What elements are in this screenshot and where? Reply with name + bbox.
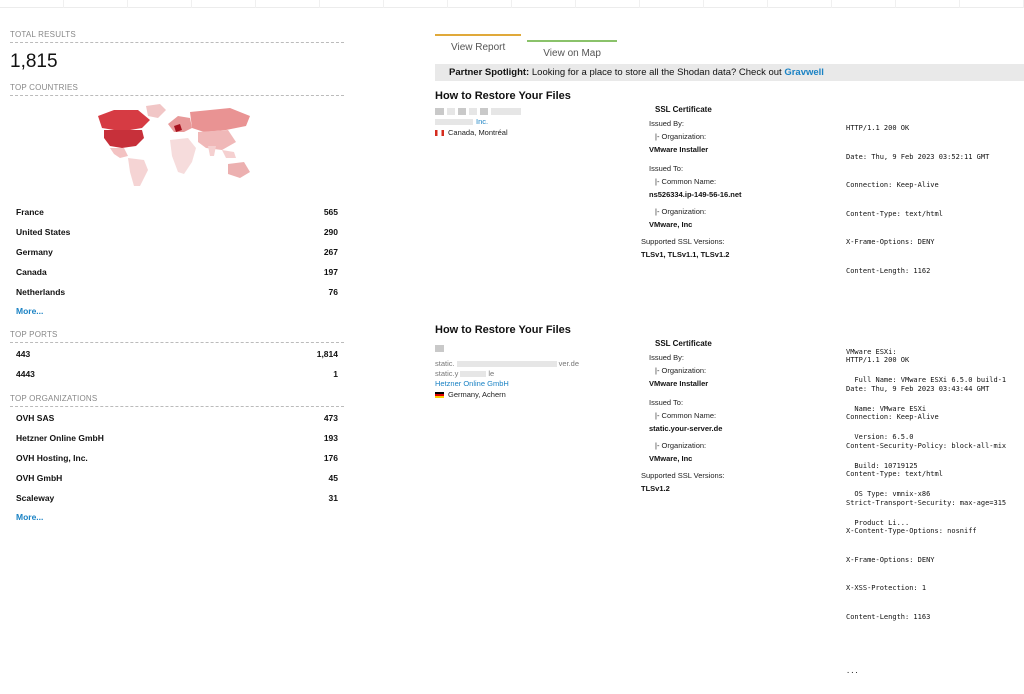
org-facet-hetzner[interactable] bbox=[10, 428, 344, 448]
banner-line: Content-Length: 1162 bbox=[846, 266, 931, 275]
countries-more-link[interactable]: More... bbox=[16, 306, 44, 316]
banner-line bbox=[846, 639, 1024, 649]
top-organizations-label: TOP ORGANIZATIONS bbox=[10, 394, 344, 407]
partner-spotlight-banner bbox=[435, 64, 1024, 81]
org-facet-ovh-sas[interactable] bbox=[10, 408, 344, 428]
result-title[interactable]: How to Restore Your Files bbox=[435, 324, 571, 336]
ssl-certificate-block bbox=[641, 104, 811, 260]
ssl-heading: SSL Certificate bbox=[655, 339, 712, 348]
facet-count: 45 bbox=[328, 473, 338, 483]
top-toolbar-strip bbox=[0, 0, 1024, 8]
banner-line: HTTP/1.1 200 OK bbox=[846, 356, 910, 364]
top-organizations-list bbox=[10, 408, 344, 526]
facet-name: Netherlands bbox=[16, 287, 66, 297]
issued-by-label: Issued By: bbox=[649, 119, 685, 128]
org-facet-scaleway[interactable] bbox=[10, 488, 344, 508]
canada-flag-icon bbox=[435, 130, 444, 136]
issued-to-label: Issued To: bbox=[649, 398, 684, 407]
banner-line: Product Li... bbox=[846, 518, 910, 527]
facet-count: 1,814 bbox=[316, 349, 338, 359]
facet-name: Canada bbox=[16, 267, 47, 277]
banner-line: Date: Thu, 9 Feb 2023 03:43:44 GMT bbox=[846, 384, 990, 393]
country-facet-germany[interactable] bbox=[10, 242, 344, 262]
banner-line: X-Content-Type-Options: nosniff bbox=[846, 527, 977, 535]
ssl-versions-label: Supported SSL Versions: bbox=[641, 471, 725, 480]
issuer-org-value: VMware Installer bbox=[649, 145, 709, 154]
banner-line bbox=[846, 293, 1024, 306]
banner-line: VMware ESXi: bbox=[846, 347, 897, 356]
issuer-org-label: |- Organization: bbox=[655, 366, 707, 375]
location-text: Canada, Montréal bbox=[448, 128, 508, 137]
issuer-org-value: VMware Installer bbox=[649, 379, 709, 388]
subject-org-label: |- Organization: bbox=[655, 207, 707, 216]
facet-name: OVH SAS bbox=[16, 413, 55, 423]
facet-name: OVH GmbH bbox=[16, 473, 63, 483]
common-name-value: static.your-server.de bbox=[649, 424, 723, 433]
top-countries-list bbox=[10, 202, 344, 320]
germany-flag-icon bbox=[435, 392, 444, 398]
banner-line: Name: VMware ESXi bbox=[846, 404, 927, 413]
search-result bbox=[435, 324, 1024, 675]
world-map[interactable] bbox=[10, 102, 344, 188]
result-org-link[interactable]: Hetzner Online GmbH bbox=[435, 379, 509, 388]
ssl-certificate-block bbox=[641, 338, 811, 494]
port-facet-443[interactable] bbox=[10, 344, 344, 364]
org-facet-ovh-gmbh[interactable] bbox=[10, 468, 344, 488]
location-text: Germany, Achern bbox=[448, 390, 506, 399]
subject-org-label: |- Organization: bbox=[655, 441, 707, 450]
facet-name: Hetzner Online GmbH bbox=[16, 433, 104, 443]
facet-name: Scaleway bbox=[16, 493, 55, 503]
banner-line: Content-Security-Policy: block-all-mix bbox=[846, 441, 1007, 450]
facet-name: OVH Hosting, Inc. bbox=[16, 453, 88, 463]
facet-count: 76 bbox=[328, 287, 338, 297]
http-banner bbox=[846, 338, 1024, 694]
spotlight-label: Partner Spotlight: bbox=[449, 67, 530, 78]
org-facet-ovh-hosting[interactable] bbox=[10, 448, 344, 468]
hostname-prefix: static.y bbox=[435, 369, 459, 378]
top-countries-label: TOP COUNTRIES bbox=[10, 83, 344, 96]
facet-count: 565 bbox=[323, 207, 338, 217]
banner-line: HTTP/1.1 200 OK bbox=[846, 124, 910, 132]
facet-count: 290 bbox=[323, 227, 338, 237]
hostname-suffix: ver.de bbox=[558, 359, 580, 368]
banner-line: X-XSS-Protection: 1 bbox=[846, 584, 927, 592]
total-results-value: 1,815 bbox=[10, 51, 58, 72]
banner-line: Build: 10719125 bbox=[846, 461, 918, 470]
country-facet-united-states[interactable] bbox=[10, 222, 344, 242]
banner-line: Content-Length: 1163 bbox=[846, 612, 931, 621]
banner-line: Version: 6.5.0 bbox=[846, 433, 914, 441]
banner-line: X-Frame-Options: DENY bbox=[846, 238, 935, 246]
facet-name: United States bbox=[16, 227, 71, 237]
banner-line: Content-Type: text/html bbox=[846, 470, 943, 478]
facet-name: 443 bbox=[16, 349, 31, 359]
top-ports-list bbox=[10, 344, 344, 384]
total-results-label: TOTAL RESULTS bbox=[10, 30, 344, 43]
facet-count: 176 bbox=[323, 453, 338, 463]
ssl-versions-value: TLSv1.2 bbox=[641, 484, 670, 493]
ssl-versions-value: TLSv1, TLSv1.1, TLSv1.2 bbox=[641, 250, 730, 259]
banner-line: Strict-Transport-Security: max-age=315 bbox=[846, 498, 1007, 507]
banner-line: Connection: Keep-Alive bbox=[846, 413, 939, 421]
facet-count: 31 bbox=[328, 493, 338, 503]
gravwell-link[interactable]: Gravwell bbox=[784, 67, 824, 78]
facets-sidebar bbox=[10, 30, 344, 526]
ssl-versions-label: Supported SSL Versions: bbox=[641, 237, 725, 246]
banner-line: X-Frame-Options: DENY bbox=[846, 555, 935, 564]
subject-org-value: VMware, Inc bbox=[649, 454, 693, 463]
banner-line: Full Name: VMware ESXi 6.5.0 build-1 bbox=[846, 376, 1007, 384]
facet-count: 1 bbox=[333, 369, 338, 379]
hostname-prefix: static. bbox=[435, 359, 455, 368]
facet-name: Germany bbox=[16, 247, 53, 257]
result-org-link[interactable]: Inc. bbox=[476, 117, 489, 126]
view-on-map-tab[interactable]: View on Map bbox=[527, 40, 617, 60]
issued-to-label: Issued To: bbox=[649, 164, 684, 173]
issuer-org-label: |- Organization: bbox=[655, 132, 707, 141]
facet-count: 197 bbox=[323, 267, 338, 277]
banner-line: ... bbox=[846, 667, 859, 675]
facet-name: France bbox=[16, 207, 44, 217]
banner-line: Content-Type: text/html bbox=[846, 209, 943, 218]
hostname-suffix: le bbox=[488, 369, 495, 378]
common-name-label: |- Common Name: bbox=[655, 177, 717, 186]
world-map-graphic bbox=[94, 102, 254, 188]
banner-line: Connection: Keep-Alive bbox=[846, 181, 939, 189]
top-ports-label: TOP PORTS bbox=[10, 330, 344, 343]
facet-count: 473 bbox=[323, 413, 338, 423]
spotlight-text: Looking for a place to store all the Shodan data? Check out bbox=[529, 67, 785, 78]
facet-count: 193 bbox=[323, 433, 338, 443]
port-facet-4443[interactable] bbox=[10, 364, 344, 384]
facet-count: 267 bbox=[323, 247, 338, 257]
common-name-value: ns526334.ip-149-56-16.net bbox=[649, 190, 742, 199]
country-facet-netherlands[interactable] bbox=[10, 282, 344, 302]
subject-org-value: VMware, Inc bbox=[649, 220, 693, 229]
facet-name: 4443 bbox=[16, 369, 35, 379]
organizations-more-link[interactable]: More... bbox=[16, 512, 44, 522]
country-facet-canada[interactable] bbox=[10, 262, 344, 282]
ssl-heading: SSL Certificate bbox=[655, 105, 712, 114]
banner-line: Date: Thu, 9 Feb 2023 03:52:11 GMT bbox=[846, 152, 990, 161]
result-title[interactable]: How to Restore Your Files bbox=[435, 90, 571, 102]
view-report-tab[interactable]: View Report bbox=[435, 34, 521, 54]
issued-by-label: Issued By: bbox=[649, 353, 685, 362]
country-facet-france[interactable] bbox=[10, 202, 344, 222]
banner-line: OS Type: vmnix-x86 bbox=[846, 490, 931, 498]
common-name-label: |- Common Name: bbox=[655, 411, 717, 420]
